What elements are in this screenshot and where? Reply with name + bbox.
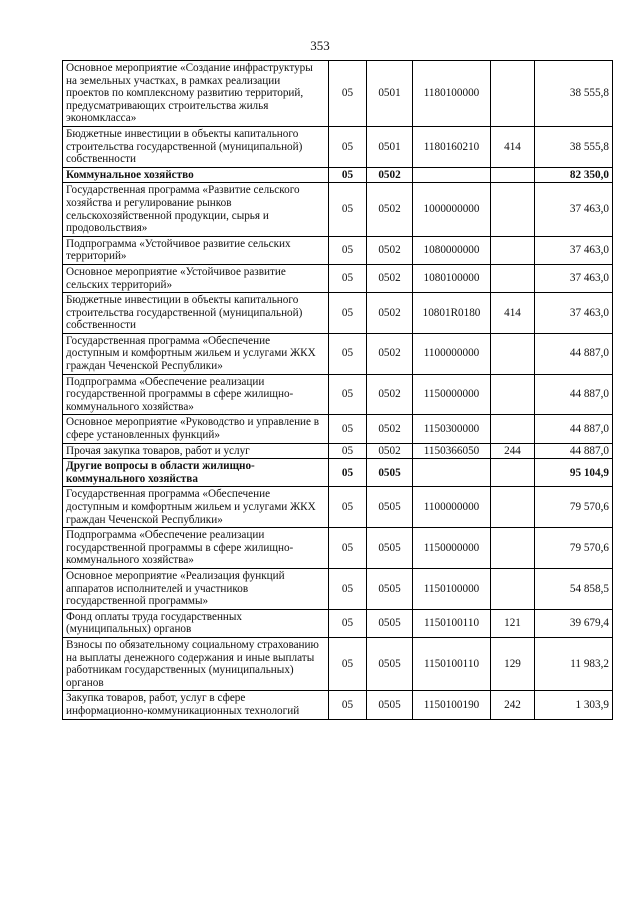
cell-section: 05 bbox=[329, 374, 367, 415]
cell-amount: 54 858,5 bbox=[535, 568, 613, 609]
cell-name: Бюджетные инвестиции в объекты капитального строительства государственной (муниципальной) собственности bbox=[63, 126, 329, 167]
table-row bbox=[63, 183, 613, 236]
cell-target-article: 1150100110 bbox=[413, 609, 491, 637]
cell-amount: 44 887,0 bbox=[535, 443, 613, 459]
budget-table-body bbox=[63, 61, 613, 720]
cell-section: 05 bbox=[329, 487, 367, 528]
cell-subsection: 0502 bbox=[367, 183, 413, 236]
cell-section: 05 bbox=[329, 609, 367, 637]
cell-target-article: 1000000000 bbox=[413, 183, 491, 236]
cell-target-article: 1080000000 bbox=[413, 236, 491, 264]
cell-section: 05 bbox=[329, 167, 367, 183]
cell-target-article: 1100000000 bbox=[413, 333, 491, 374]
cell-section: 05 bbox=[329, 126, 367, 167]
cell-section: 05 bbox=[329, 568, 367, 609]
cell-amount: 95 104,9 bbox=[535, 459, 613, 487]
cell-expense-type: 129 bbox=[491, 637, 535, 690]
cell-target-article bbox=[413, 167, 491, 183]
cell-target-article bbox=[413, 459, 491, 487]
cell-amount: 1 303,9 bbox=[535, 691, 613, 719]
table-row bbox=[63, 415, 613, 443]
cell-subsection: 0505 bbox=[367, 568, 413, 609]
cell-section: 05 bbox=[329, 183, 367, 236]
cell-amount: 82 350,0 bbox=[535, 167, 613, 183]
cell-name: Основное мероприятие «Руководство и управление в сфере установленных функций» bbox=[63, 415, 329, 443]
cell-expense-type bbox=[491, 236, 535, 264]
cell-expense-type bbox=[491, 415, 535, 443]
table-row bbox=[63, 293, 613, 334]
cell-expense-type: 414 bbox=[491, 126, 535, 167]
cell-section: 05 bbox=[329, 459, 367, 487]
table-row bbox=[63, 487, 613, 528]
cell-name: Прочая закупка товаров, работ и услуг bbox=[63, 443, 329, 459]
cell-name: Другие вопросы в области жилищно-коммунального хозяйства bbox=[63, 459, 329, 487]
cell-amount: 37 463,0 bbox=[535, 183, 613, 236]
cell-subsection: 0505 bbox=[367, 528, 413, 569]
cell-expense-type: 244 bbox=[491, 443, 535, 459]
cell-subsection: 0502 bbox=[367, 236, 413, 264]
cell-expense-type bbox=[491, 459, 535, 487]
cell-expense-type: 242 bbox=[491, 691, 535, 719]
table-row bbox=[63, 333, 613, 374]
cell-name: Фонд оплаты труда государственных (муниципальных) органов bbox=[63, 609, 329, 637]
cell-name: Подпрограмма «Устойчивое развитие сельских территорий» bbox=[63, 236, 329, 264]
page-number: 353 bbox=[310, 38, 330, 53]
cell-section: 05 bbox=[329, 691, 367, 719]
cell-name: Государственная программа «Обеспечение доступным и комфортным жильем и услугами ЖКХ граждан Чеченской Республики» bbox=[63, 487, 329, 528]
cell-amount: 79 570,6 bbox=[535, 487, 613, 528]
cell-expense-type: 121 bbox=[491, 609, 535, 637]
cell-amount: 37 463,0 bbox=[535, 236, 613, 264]
cell-section: 05 bbox=[329, 61, 367, 127]
cell-subsection: 0502 bbox=[367, 415, 413, 443]
cell-amount: 39 679,4 bbox=[535, 609, 613, 637]
cell-target-article: 1150000000 bbox=[413, 374, 491, 415]
cell-section: 05 bbox=[329, 236, 367, 264]
cell-section: 05 bbox=[329, 264, 367, 292]
cell-amount: 44 887,0 bbox=[535, 333, 613, 374]
cell-name: Государственная программа «Развитие сельского хозяйства и регулирование рынков сельскохозяйственной продукции, сырья и продовольствия» bbox=[63, 183, 329, 236]
table-row bbox=[63, 61, 613, 127]
budget-table bbox=[62, 60, 613, 720]
cell-target-article: 1150366050 bbox=[413, 443, 491, 459]
cell-name: Основное мероприятие «Создание инфраструктуры на земельных участках, в рамках реализации проектов по комплексному развитию территорий, предусматривающих строительства жилья экономкласса» bbox=[63, 61, 329, 127]
cell-section: 05 bbox=[329, 528, 367, 569]
table-row bbox=[63, 637, 613, 690]
cell-target-article: 1150100190 bbox=[413, 691, 491, 719]
cell-expense-type bbox=[491, 568, 535, 609]
cell-amount: 44 887,0 bbox=[535, 415, 613, 443]
cell-target-article: 1180100000 bbox=[413, 61, 491, 127]
cell-target-article: 1150100110 bbox=[413, 637, 491, 690]
cell-name: Государственная программа «Обеспечение доступным и комфортным жильем и услугами ЖКХ граждан Чеченской Республики» bbox=[63, 333, 329, 374]
cell-expense-type bbox=[491, 333, 535, 374]
cell-subsection: 0502 bbox=[367, 293, 413, 334]
cell-subsection: 0502 bbox=[367, 374, 413, 415]
cell-amount: 11 983,2 bbox=[535, 637, 613, 690]
cell-target-article: 1150300000 bbox=[413, 415, 491, 443]
cell-target-article: 10801R0180 bbox=[413, 293, 491, 334]
cell-amount: 37 463,0 bbox=[535, 293, 613, 334]
cell-name: Взносы по обязательному социальному страхованию на выплаты денежного содержания и иные выплаты работникам государственных (муниципальных) органов bbox=[63, 637, 329, 690]
cell-expense-type bbox=[491, 61, 535, 127]
cell-amount: 79 570,6 bbox=[535, 528, 613, 569]
cell-target-article: 1080100000 bbox=[413, 264, 491, 292]
cell-expense-type bbox=[491, 487, 535, 528]
cell-section: 05 bbox=[329, 293, 367, 334]
cell-name: Закупка товаров, работ, услуг в сфере информационно-коммуникационных технологий bbox=[63, 691, 329, 719]
cell-section: 05 bbox=[329, 415, 367, 443]
cell-subsection: 0505 bbox=[367, 487, 413, 528]
cell-subsection: 0505 bbox=[367, 637, 413, 690]
cell-target-article: 1150100000 bbox=[413, 568, 491, 609]
cell-target-article: 1100000000 bbox=[413, 487, 491, 528]
cell-section: 05 bbox=[329, 443, 367, 459]
table-row bbox=[63, 374, 613, 415]
cell-amount: 37 463,0 bbox=[535, 264, 613, 292]
table-row bbox=[63, 443, 613, 459]
cell-expense-type bbox=[491, 167, 535, 183]
cell-name: Бюджетные инвестиции в объекты капитального строительства государственной (муниципальной) собственности bbox=[63, 293, 329, 334]
cell-name: Основное мероприятие «Реализация функций аппаратов исполнителей и участников государственной программы» bbox=[63, 568, 329, 609]
cell-amount: 38 555,8 bbox=[535, 61, 613, 127]
cell-subsection: 0502 bbox=[367, 333, 413, 374]
cell-expense-type bbox=[491, 183, 535, 236]
cell-subsection: 0502 bbox=[367, 167, 413, 183]
cell-section: 05 bbox=[329, 637, 367, 690]
table-row bbox=[63, 528, 613, 569]
cell-target-article: 1150000000 bbox=[413, 528, 491, 569]
cell-subsection: 0505 bbox=[367, 459, 413, 487]
table-row bbox=[63, 609, 613, 637]
table-row bbox=[63, 236, 613, 264]
table-row bbox=[63, 691, 613, 719]
table-row bbox=[63, 459, 613, 487]
cell-name: Основное мероприятие «Устойчивое развитие сельских территорий» bbox=[63, 264, 329, 292]
cell-expense-type bbox=[491, 528, 535, 569]
table-row bbox=[63, 264, 613, 292]
cell-expense-type: 414 bbox=[491, 293, 535, 334]
cell-subsection: 0502 bbox=[367, 264, 413, 292]
cell-expense-type bbox=[491, 264, 535, 292]
cell-subsection: 0505 bbox=[367, 609, 413, 637]
cell-amount: 44 887,0 bbox=[535, 374, 613, 415]
cell-section: 05 bbox=[329, 333, 367, 374]
cell-subsection: 0501 bbox=[367, 126, 413, 167]
cell-subsection: 0501 bbox=[367, 61, 413, 127]
table-row bbox=[63, 568, 613, 609]
cell-name: Подпрограмма «Обеспечение реализации государственной программы в сфере жилищно-коммунального хозяйства» bbox=[63, 528, 329, 569]
cell-expense-type bbox=[491, 374, 535, 415]
table-row bbox=[63, 126, 613, 167]
cell-name: Коммунальное хозяйство bbox=[63, 167, 329, 183]
cell-amount: 38 555,8 bbox=[535, 126, 613, 167]
cell-subsection: 0505 bbox=[367, 691, 413, 719]
cell-name: Подпрограмма «Обеспечение реализации государственной программы в сфере жилищно-коммунального хозяйства» bbox=[63, 374, 329, 415]
cell-target-article: 1180160210 bbox=[413, 126, 491, 167]
cell-subsection: 0502 bbox=[367, 443, 413, 459]
table-row bbox=[63, 167, 613, 183]
